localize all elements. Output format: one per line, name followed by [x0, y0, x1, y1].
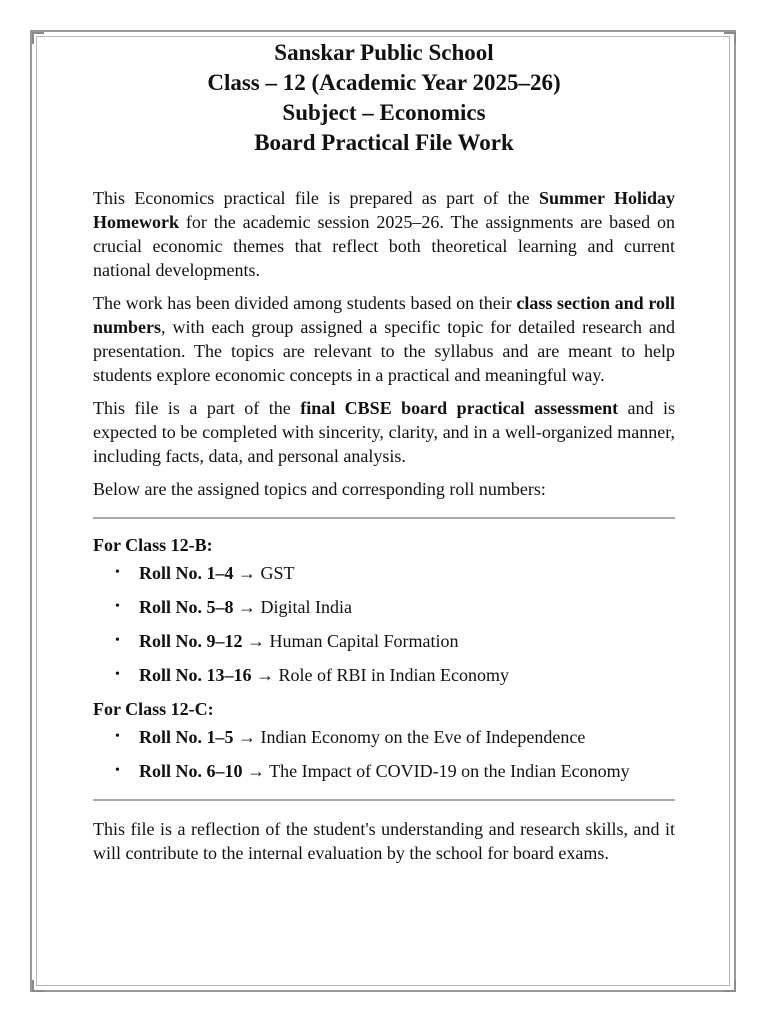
- list-item: • Roll No. 5–8 → Digital India: [115, 597, 352, 617]
- corner-ornament: [32, 32, 44, 44]
- work-title: Board Practical File Work: [254, 130, 514, 155]
- bullet-icon: •: [115, 763, 120, 778]
- class-line: Class – 12 (Academic Year 2025–26): [207, 70, 561, 95]
- bullet-icon: •: [115, 599, 120, 614]
- list-item: • Roll No. 1–5 → Indian Economy on the Eve of Independence: [115, 727, 586, 747]
- class-c-heading: For Class 12-C:: [93, 699, 214, 719]
- list-item: • Roll No. 1–4 → GST: [115, 563, 295, 583]
- paragraph-1: This Economics practical file is prepared as part of the Summer Holiday Homework for the academic session 2025–26. The assignments are based on crucial economic themes that reflect both theoretical learning and current national developments.: [93, 188, 675, 280]
- document-content: [93, 38, 675, 874]
- paragraph-2: The work has been divided among students based on their class section and roll numbers, with each group assigned a specific topic for detailed research and presentation. The topics are relevant to the syllabus and are meant to help students explore economic concepts in a practical and meaningful way.: [93, 293, 675, 385]
- class-c-list: [93, 725, 675, 783]
- list-item: • Roll No. 6–10 → The Impact of COVID-19 on the Indian Economy: [115, 761, 630, 781]
- bullet-icon: •: [115, 565, 120, 580]
- bullet-icon: •: [115, 633, 120, 648]
- emphasis: Summer Holiday Homework: [93, 188, 675, 232]
- subject-line: Subject – Economics: [282, 100, 486, 125]
- divider: [93, 799, 675, 801]
- class-b-list: [93, 561, 675, 687]
- list-item: • Roll No. 13–16 → Role of RBI in Indian Economy: [115, 665, 509, 685]
- bullet-icon: •: [115, 729, 120, 744]
- emphasis: final CBSE board practical assessment: [300, 398, 619, 418]
- corner-ornament: [32, 980, 44, 992]
- corner-ornament: [724, 32, 736, 44]
- emphasis: class section and roll numbers: [93, 293, 675, 337]
- divider: [93, 517, 675, 519]
- closing-paragraph: This file is a reflection of the student's understanding and research skills, and it will contribute to the internal evaluation by the school for board exams.: [93, 819, 675, 863]
- intro-section: [93, 186, 675, 501]
- paragraph-3: This file is a part of the final CBSE board practical assessment and is expected to be completed with sincerity, clarity, and in a well-organized manner, including facts, data, and personal analysis.: [93, 398, 676, 466]
- bullet-icon: •: [115, 667, 120, 682]
- corner-ornament: [724, 980, 736, 992]
- document-header: [93, 38, 675, 158]
- class-b-heading: For Class 12-B:: [93, 535, 213, 555]
- list-item: • Roll No. 9–12 → Human Capital Formation: [115, 631, 459, 651]
- school-name: Sanskar Public School: [274, 40, 494, 65]
- paragraph-4: Below are the assigned topics and corresponding roll numbers:: [93, 479, 546, 499]
